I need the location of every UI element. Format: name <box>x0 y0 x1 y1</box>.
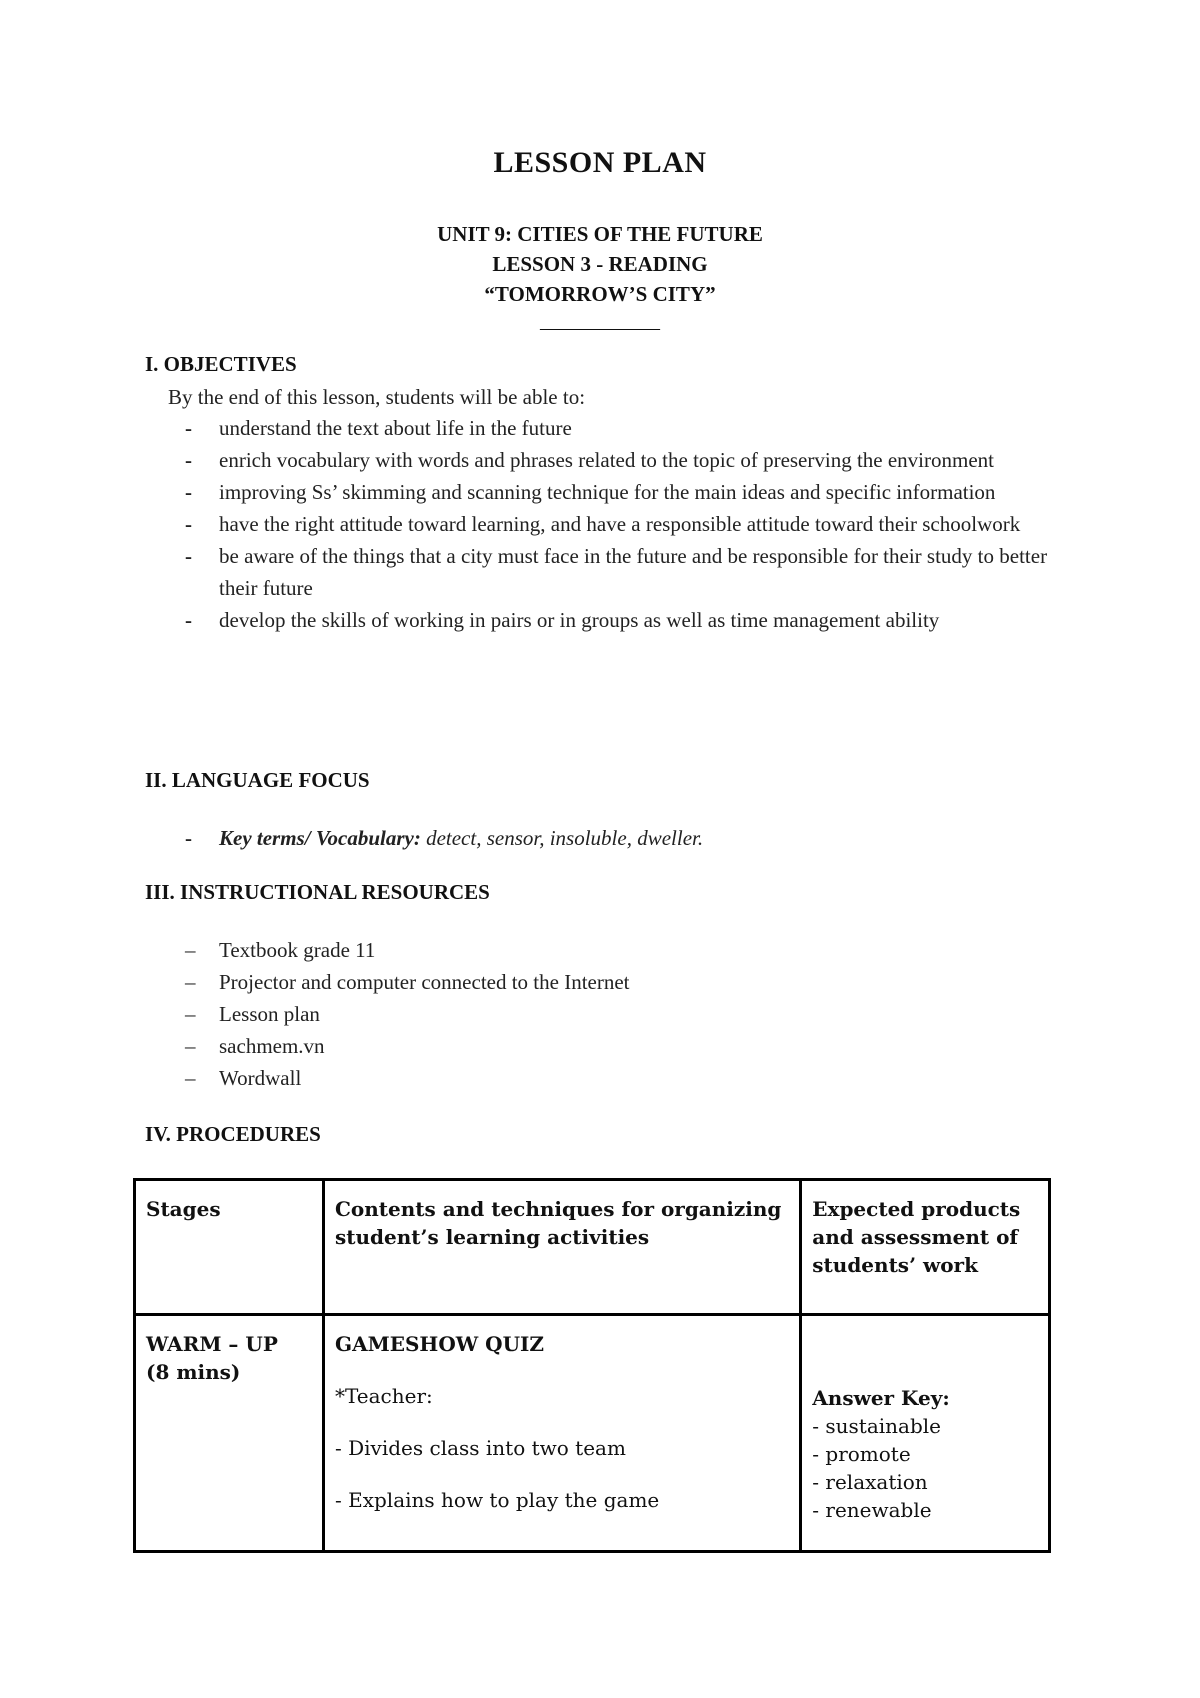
list-item <box>185 508 1085 540</box>
header-stages: Stages <box>135 1180 324 1315</box>
bullet-dash: - <box>185 416 192 440</box>
bullet-dash: – <box>185 938 196 962</box>
objectives-list <box>185 412 1085 636</box>
list-item <box>185 540 1085 604</box>
bullet-dash: - <box>185 448 192 472</box>
list-item <box>185 998 1085 1030</box>
list-item <box>185 412 1085 444</box>
answer-key-label: Answer Key: <box>812 1386 950 1410</box>
objective-text: enrich vocabulary with words and phrases related to the topic of preserving the environment <box>219 448 995 472</box>
unit-title: UNIT 9: CITIES OF THE FUTURE <box>437 222 763 246</box>
teacher-label: *Teacher: <box>335 1384 433 1408</box>
objectives-heading: I. OBJECTIVES <box>145 352 297 376</box>
list-item <box>185 444 1085 476</box>
objective-text: develop the skills of working in pairs or in groups as well as time management ability <box>219 608 940 632</box>
language-focus-heading: II. LANGUAGE FOCUS <box>145 768 370 792</box>
header-expected: Expected products and assessment of students’ work <box>801 1180 1050 1315</box>
bullet-dash: - <box>185 826 192 850</box>
list-item <box>185 1062 1085 1094</box>
bullet-dash: – <box>185 1066 196 1090</box>
answer-key <box>812 1384 1038 1524</box>
bullet-dash: - <box>185 480 192 504</box>
answer-item: - relaxation <box>812 1470 928 1494</box>
list-item <box>185 476 1085 508</box>
expected-cell <box>801 1315 1050 1552</box>
key-terms-value: detect, sensor, insoluble, dweller. <box>420 826 704 850</box>
objective-text: improving Ss’ skimming and scanning technique for the main ideas and specific information <box>219 480 996 504</box>
bullet-dash: - <box>185 512 192 536</box>
list-item <box>185 966 1085 998</box>
table-row <box>135 1315 1050 1552</box>
answer-item: - sustainable <box>812 1414 942 1438</box>
bullet-dash: – <box>185 970 196 994</box>
list-item <box>185 934 1085 966</box>
resource-text: Wordwall <box>219 1066 302 1090</box>
lesson-title: LESSON 3 - READING <box>492 252 708 276</box>
objective-text: understand the text about life in the future <box>219 416 572 440</box>
procedures-table <box>133 1178 1051 1553</box>
activity-step: - Explains how to play the game <box>335 1488 660 1512</box>
bullet-dash: - <box>185 544 192 568</box>
objective-text: have the right attitude toward learning, and have a responsible attitude toward their schoolwork <box>219 512 1021 536</box>
resources-heading: III. INSTRUCTIONAL RESOURCES <box>145 880 490 904</box>
table-header-row <box>135 1180 1050 1315</box>
bullet-dash: – <box>185 1034 196 1058</box>
document-title: LESSON PLAN <box>493 146 707 179</box>
list-item <box>185 822 1085 854</box>
activity-step: - Divides class into two team <box>335 1436 626 1460</box>
resource-text: sachmem.vn <box>219 1034 325 1058</box>
resource-text: Lesson plan <box>219 1002 320 1026</box>
stage-cell <box>135 1315 324 1552</box>
stage-duration: (8 mins) <box>146 1360 241 1384</box>
bullet-dash: - <box>185 608 192 632</box>
bullet-dash: – <box>185 1002 196 1026</box>
key-terms-label: Key terms/ Vocabulary: <box>219 826 421 850</box>
reading-title: “TOMORROW’S CITY” <box>484 282 716 306</box>
objective-text: be aware of the things that a city must face in the future and be responsible for their study to better their future <box>219 544 1048 600</box>
resource-text: Textbook grade 11 <box>219 938 376 962</box>
resource-text: Projector and computer connected to the Internet <box>219 970 630 994</box>
language-focus-list <box>185 822 1085 854</box>
objectives-intro: By the end of this lesson, students will be able to: <box>168 385 586 409</box>
procedures-heading: IV. PROCEDURES <box>145 1122 321 1146</box>
activity-title: GAMESHOW QUIZ <box>335 1332 544 1356</box>
stage-name: WARM – UP <box>146 1332 278 1356</box>
answer-item: - renewable <box>812 1498 932 1522</box>
header-contents: Contents and techniques for organizing student’s learning activities <box>324 1180 801 1315</box>
resources-list <box>185 934 1085 1094</box>
title-divider: ―――――― <box>540 317 660 339</box>
contents-cell <box>324 1315 801 1552</box>
list-item <box>185 604 1085 636</box>
answer-item: - promote <box>812 1442 911 1466</box>
list-item <box>185 1030 1085 1062</box>
